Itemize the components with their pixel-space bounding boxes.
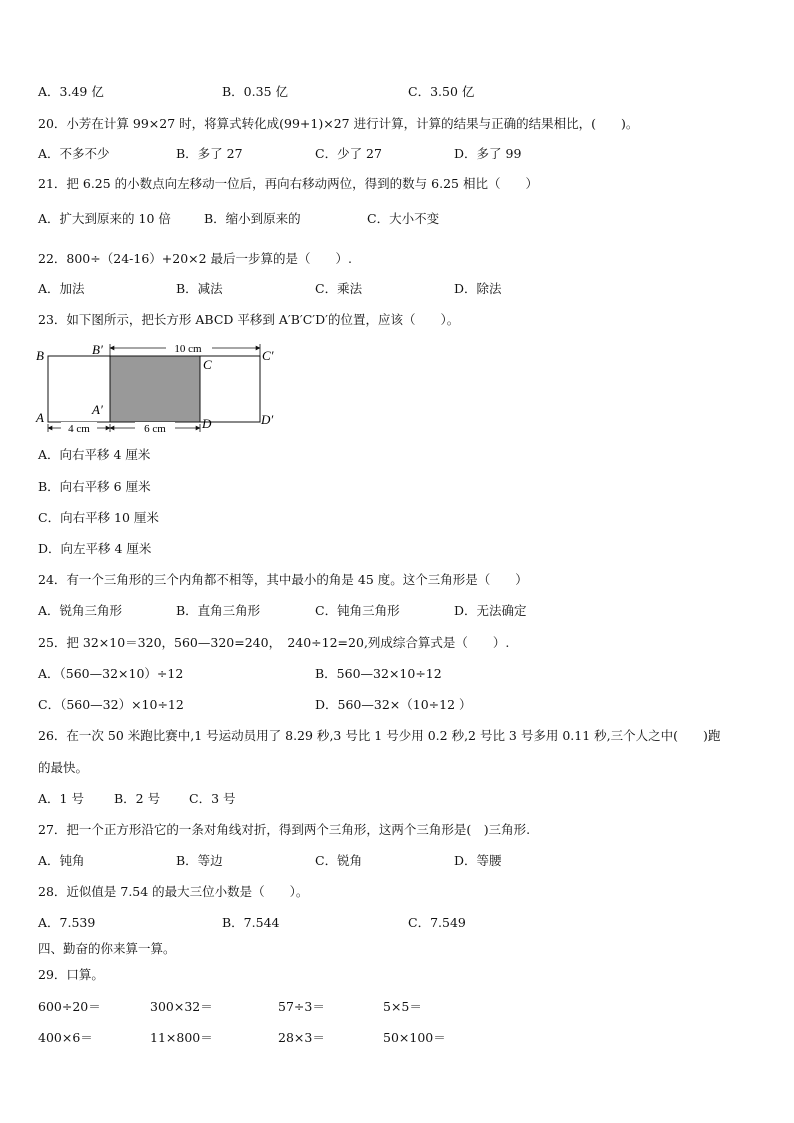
q25-option-d[interactable]: D．560—32×（10÷12 ） <box>315 697 472 712</box>
q24-option-a[interactable]: A．锐角三角形 <box>38 603 123 618</box>
q25-stem: 25．把 32×10＝320，560—320=240， 240÷12=20,列成综合算式是（ ）. <box>38 635 510 650</box>
q29-stem: 29．口算。 <box>38 967 104 982</box>
vertex-d-prime: D′ <box>261 412 274 427</box>
q24-stem: 24．有一个三角形的三个内角都不相等，其中最小的角是 45 度。这个三角形是（ ） <box>38 572 528 587</box>
q26-stem-line2: 的最快。 <box>38 760 89 775</box>
q25-option-c[interactable]: C．（560—32）×10÷12 <box>38 697 184 712</box>
q26-stem-line1: 26．在一次 50 米跑比赛中,1 号运动员用了 8.29 秒,3 号比 1 号少用 0.2 秒,2 号比 3 号多用 0.11 秒,三个人之中( )跑 <box>38 728 721 743</box>
vertex-c-prime: C′ <box>262 348 274 363</box>
overlap-shaded-region <box>110 356 200 422</box>
q20-stem: 20．小芳在计算 99×27 时，将算式转化成(99+1)×27 进行计算，计算的结果与正确的结果相比，( )。 <box>38 116 639 131</box>
oral-calc-item: 11×800＝ <box>150 1030 213 1045</box>
label-bottom-length: 6 cm <box>144 423 166 434</box>
q21-option-a[interactable]: A．扩大到原来的 10 倍 <box>38 211 171 226</box>
q28-option-c[interactable]: C．7.549 <box>408 915 466 930</box>
vertex-a-prime: A′ <box>92 402 103 417</box>
oral-calc-item: 5×5＝ <box>383 999 422 1014</box>
q27-option-d[interactable]: D．等腰 <box>454 853 502 868</box>
q22-option-d[interactable]: D．除法 <box>454 281 502 296</box>
q23-option-d[interactable]: D．向左平移 4 厘米 <box>38 541 152 556</box>
q19-option-b[interactable]: B．0.35 亿 <box>222 84 288 99</box>
q22-stem: 22．800÷（24-16）+20×2 最后一步算的是（ ）. <box>38 251 353 266</box>
q22-option-a[interactable]: A．加法 <box>38 281 85 296</box>
q21-option-c[interactable]: C．大小不变 <box>367 211 440 226</box>
q24-option-c[interactable]: C．钝角三角形 <box>315 603 400 618</box>
q23-option-b[interactable]: B．向右平移 6 厘米 <box>38 479 151 494</box>
q23-stem: 23．如下图所示，把长方形 ABCD 平移到 A′B′C′D′的位置，应该（ ）。 <box>38 312 460 327</box>
q21-stem: 21．把 6.25 的小数点向左移动一位后，再向右移动两位，得到的数与 6.25 相比（ ） <box>38 176 538 191</box>
q28-option-a[interactable]: A．7.539 <box>38 915 96 930</box>
translation-figure <box>32 338 292 434</box>
q25-option-b[interactable]: B．560—32×10÷12 <box>315 666 442 681</box>
oral-calc-item: 50×100＝ <box>383 1030 446 1045</box>
q20-option-d[interactable]: D．多了 99 <box>454 146 522 161</box>
q21-option-b[interactable]: B．缩小到原来的 <box>204 211 301 226</box>
q22-option-c[interactable]: C．乘法 <box>315 281 363 296</box>
q19-option-a[interactable]: A．3.49 亿 <box>38 84 104 99</box>
oral-calc-item: 300×32＝ <box>150 999 213 1014</box>
q23-option-a[interactable]: A．向右平移 4 厘米 <box>38 447 151 462</box>
label-left-length: 4 cm <box>68 423 90 434</box>
q25-option-a[interactable]: A．（560—32×10）÷12 <box>38 666 184 681</box>
label-top-length: 10 cm <box>174 343 202 355</box>
q27-stem: 27．把一个正方形沿它的一条对角线对折，得到两个三角形，这两个三角形是( )三角形. <box>38 822 531 837</box>
vertex-a: A <box>36 410 44 425</box>
section-title: 四、勤奋的你来算一算。 <box>38 941 176 956</box>
q20-option-b[interactable]: B．多了 27 <box>176 146 243 161</box>
vertex-c: C <box>203 357 212 372</box>
vertex-b: B <box>36 348 44 363</box>
oral-calc-item: 28×3＝ <box>278 1030 325 1045</box>
q26-option-c[interactable]: C．3 号 <box>189 791 236 806</box>
q19-option-c[interactable]: C．3.50 亿 <box>408 84 475 99</box>
vertex-d: D <box>202 416 212 431</box>
q24-option-b[interactable]: B．直角三角形 <box>176 603 261 618</box>
q28-option-b[interactable]: B．7.544 <box>222 915 280 930</box>
q22-option-b[interactable]: B．减法 <box>176 281 223 296</box>
q26-option-a[interactable]: A．1 号 <box>38 791 84 806</box>
q27-option-a[interactable]: A．钝角 <box>38 853 85 868</box>
oral-calc-item: 400×6＝ <box>38 1030 93 1045</box>
q20-option-c[interactable]: C．少了 27 <box>315 146 382 161</box>
q27-option-b[interactable]: B．等边 <box>176 853 223 868</box>
vertex-b-prime: B′ <box>92 342 103 357</box>
oral-calc-item: 600÷20＝ <box>38 999 101 1014</box>
q28-stem: 28．近似值是 7.54 的最大三位小数是（ ）。 <box>38 884 309 899</box>
oral-calc-item: 57÷3＝ <box>278 999 325 1014</box>
q24-option-d[interactable]: D．无法确定 <box>454 603 527 618</box>
q26-option-b[interactable]: B．2 号 <box>114 791 161 806</box>
q23-option-c[interactable]: C．向右平移 10 厘米 <box>38 510 159 525</box>
q27-option-c[interactable]: C．锐角 <box>315 853 363 868</box>
q20-option-a[interactable]: A．不多不少 <box>38 146 110 161</box>
